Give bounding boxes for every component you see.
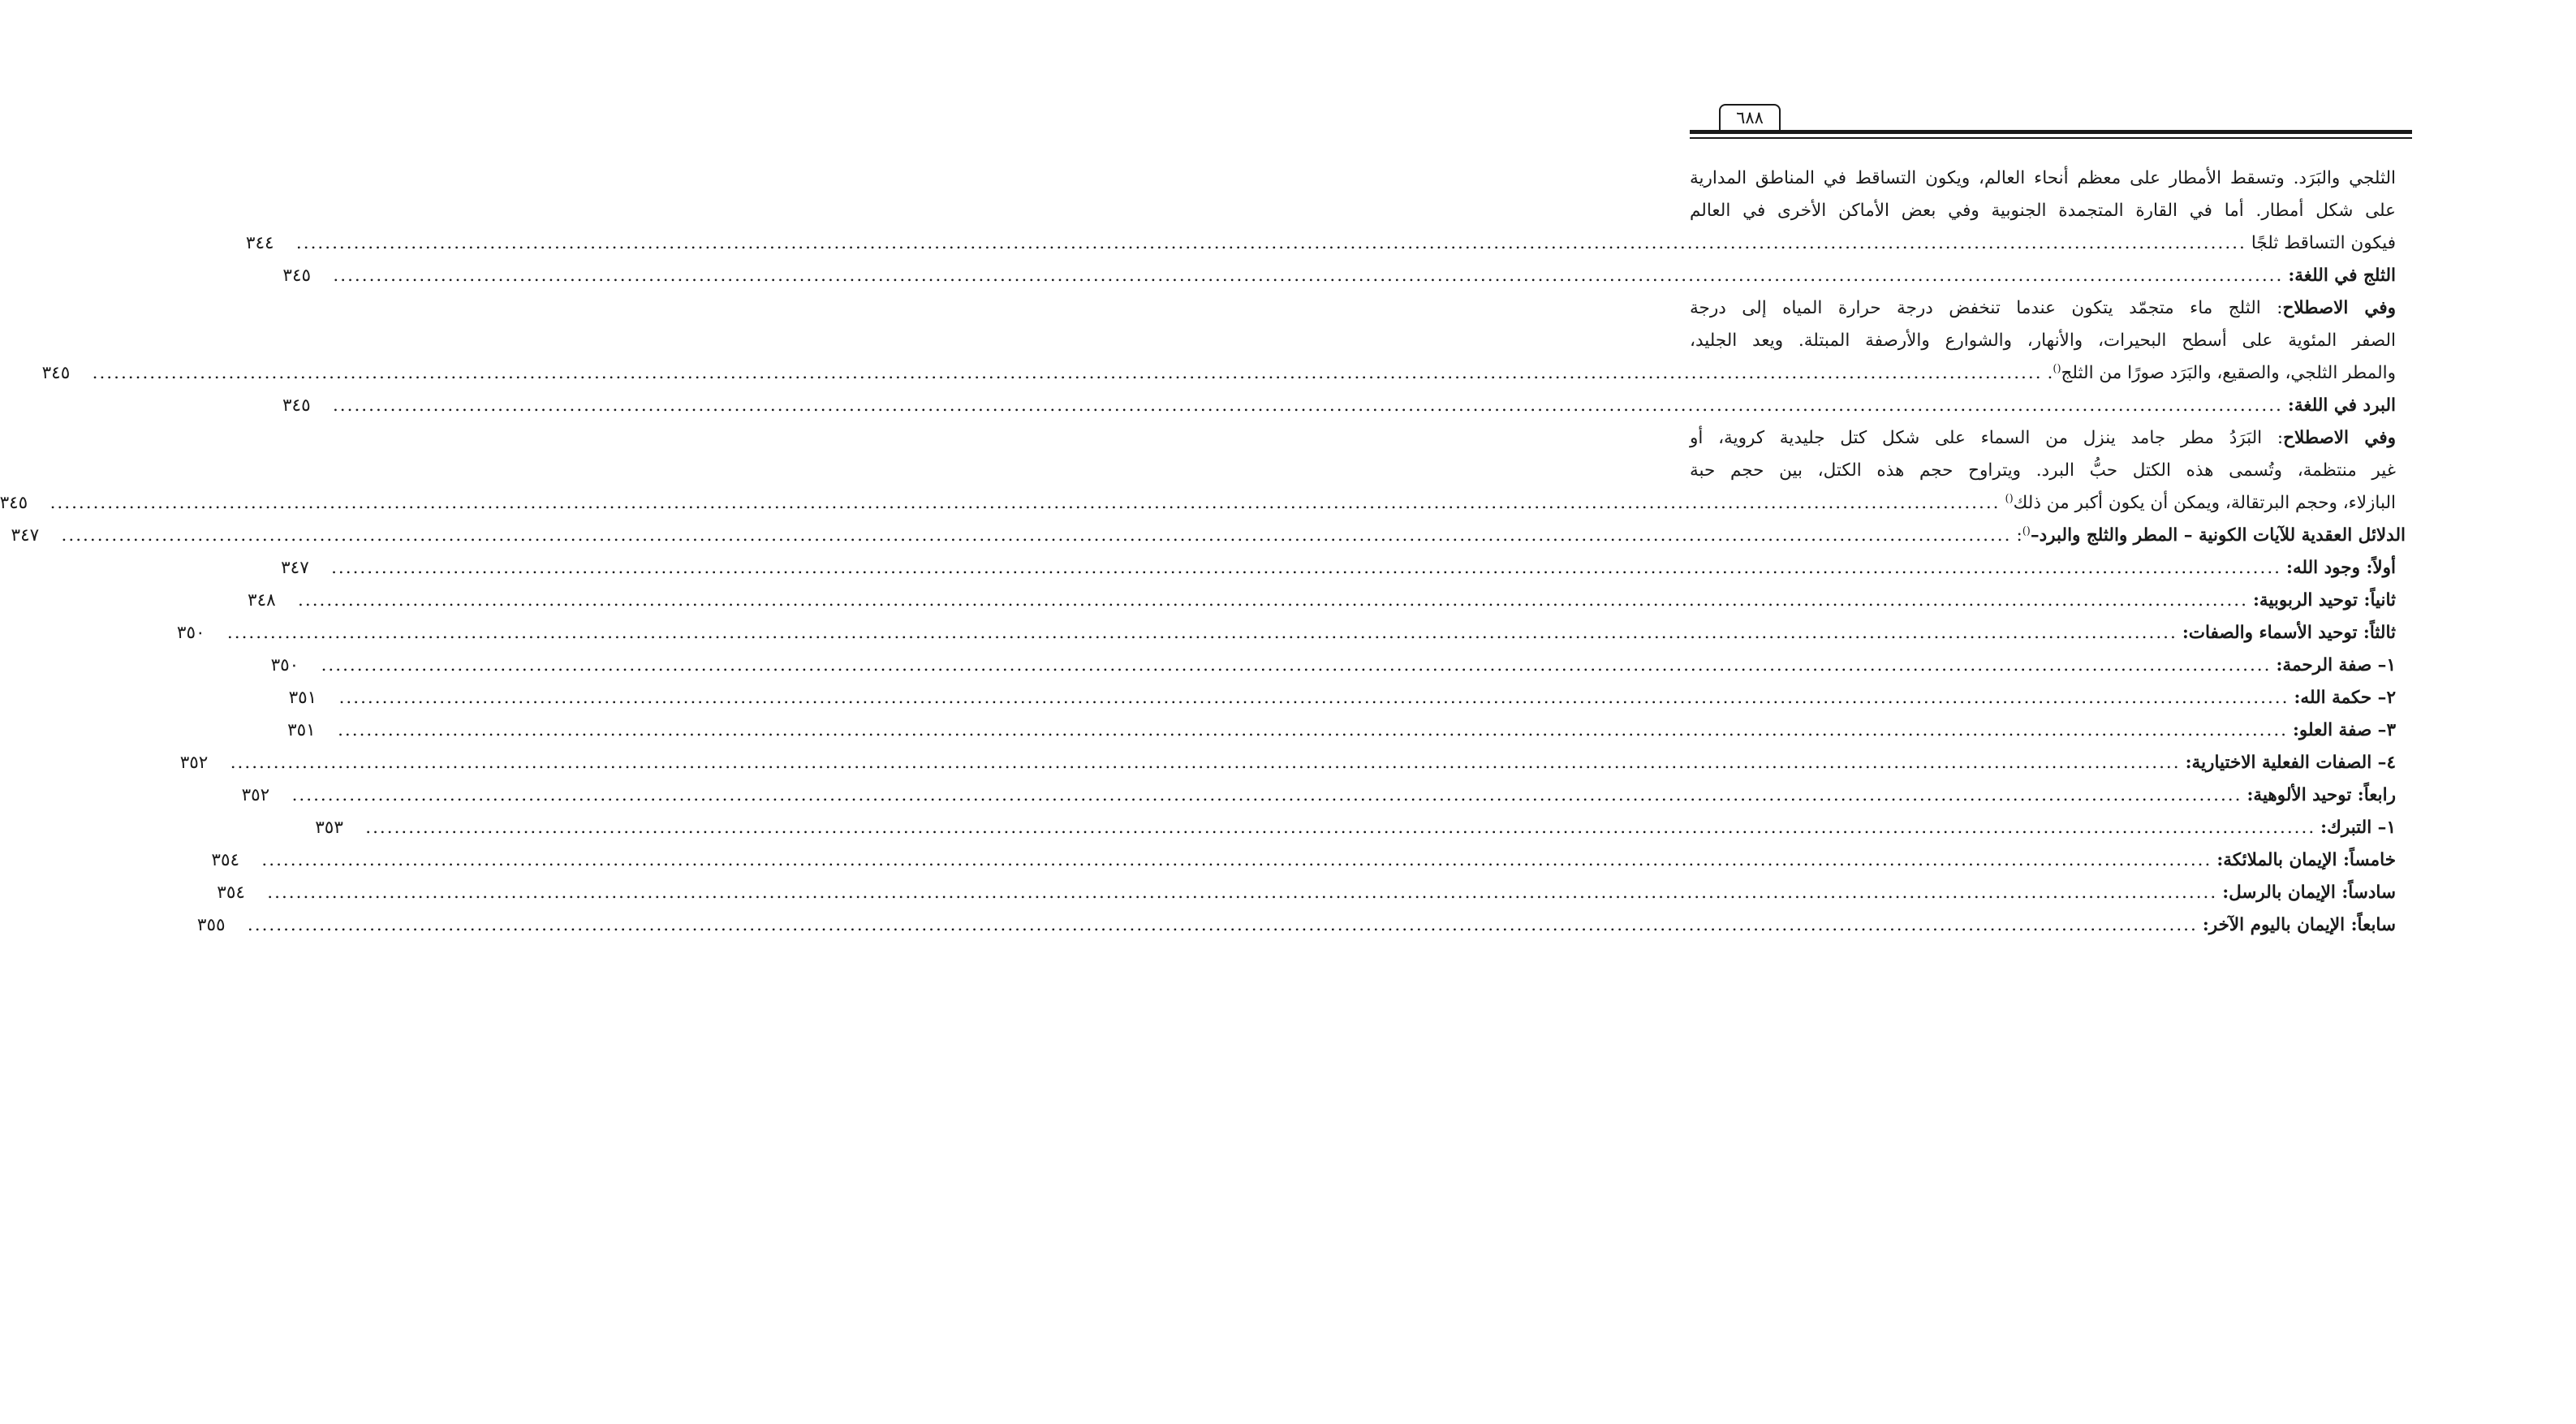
toc-content xyxy=(0,162,2406,942)
page-number: ٦٨٨ xyxy=(1719,104,1781,130)
toc-entry[interactable] xyxy=(315,812,2396,844)
leader-dots xyxy=(339,682,2290,714)
leader-dots xyxy=(267,877,2217,909)
toc-entry-tail: . xyxy=(2047,363,2053,383)
footnote-marker: () xyxy=(2053,362,2061,375)
toc-entry-hail-language[interactable] xyxy=(282,390,2396,422)
term-text: : البَرَدُ مطر جامد ينزل من السماء على شكل كتل جليدية كروية، أو xyxy=(1690,428,2284,448)
toc-entry-text: ١– التبرك: xyxy=(2320,818,2396,838)
leader-dots xyxy=(230,747,2181,779)
toc-page-number: ٣٥٣ xyxy=(315,818,343,838)
toc-page-number: ٣٤٨ xyxy=(248,590,276,611)
footnote-marker: () xyxy=(2022,524,2031,537)
toc-page-number: ٣٤٧ xyxy=(11,525,40,546)
leader-dots xyxy=(338,714,2288,747)
toc-entry-text: ٢– حكمة الله: xyxy=(2294,688,2396,708)
toc-entry-text xyxy=(2016,520,2406,552)
leader-dots xyxy=(50,487,2001,520)
toc-entry-text: فيكون التساقط ثلجًا xyxy=(2251,233,2396,253)
toc-entry-text: سابعاً: الإيمان باليوم الآخر: xyxy=(2202,915,2396,935)
page-header xyxy=(1690,104,2412,143)
toc-page-number: ٣٥١ xyxy=(287,720,316,740)
hail-term-line-2: غير منتظمة، وتُسمى هذه الكتل حبُّ البرد. ويتراوح حجم هذه الكتل، بين حجم حبة xyxy=(1690,460,2396,481)
snow-term-line-2: الصفر المئوية على أسطح البحيرات، والأنهار، والشوارع والأرصفة المبتلة. ويعد الجليد، xyxy=(1690,330,2396,351)
leader-dots xyxy=(62,520,2012,552)
toc-entry[interactable] xyxy=(211,844,2396,877)
leader-dots xyxy=(248,909,2198,942)
toc-entry[interactable] xyxy=(241,779,2396,812)
term-heading: وفي الاصطلاح xyxy=(2283,428,2396,448)
toc-entry-text xyxy=(2048,357,2396,390)
header-rule-thin xyxy=(1690,137,2412,139)
toc-page-number: ٣٥٥ xyxy=(196,915,226,935)
leader-dots xyxy=(365,812,2315,844)
leader-dots xyxy=(261,844,2212,877)
toc-entry-text: ثانياً: توحيد الربوبية: xyxy=(2252,590,2396,611)
toc-entry-text: خامساً: الإيمان بالملائكة: xyxy=(2216,850,2396,870)
toc-entry-text: أولاً: وجود الله: xyxy=(2286,558,2396,578)
toc-entry[interactable] xyxy=(287,714,2396,747)
toc-entry[interactable] xyxy=(281,552,2396,585)
toc-entry[interactable] xyxy=(248,585,2396,617)
toc-entry[interactable] xyxy=(270,649,2396,682)
toc-entry[interactable] xyxy=(196,909,2396,942)
toc-page-number: ٣٤٥ xyxy=(41,363,71,383)
toc-entry-tail: : xyxy=(2016,525,2022,546)
toc-page-number: ٣٥٤ xyxy=(217,882,245,903)
intro-line-1: الثلجي والبَرَد. وتسقط الأمطار على معظم أنحاء العالم، ويكون التساقط في المناطق المدارية xyxy=(1690,168,2396,188)
toc-entry[interactable] xyxy=(176,617,2396,649)
toc-entry-text: ثالثاً: توحيد الأسماء والصفات: xyxy=(2182,623,2396,643)
footnote-marker: () xyxy=(2005,492,2014,505)
leader-dots xyxy=(321,649,2272,682)
toc-entry-text-main: البازلاء، وحجم البرتقالة، ويمكن أن يكون أكبر من ذلك xyxy=(2013,493,2396,513)
toc-entry-text: سادساً: الإيمان بالرسل: xyxy=(2222,882,2396,903)
toc-page-number: ٣٤٥ xyxy=(282,265,312,286)
toc-page-number: ٣٥١ xyxy=(288,688,317,708)
leader-dots xyxy=(333,260,2283,292)
snow-term-line-1 xyxy=(1690,292,2396,325)
toc-page-number: ٣٥٠ xyxy=(270,655,299,675)
toc-page-number: ٣٥٢ xyxy=(241,785,270,805)
header-rule-thick xyxy=(1690,130,2412,134)
toc-entry-text-main: الدلائل العقدية للآيات الكونية – المطر والثلج والبرد– xyxy=(2030,525,2406,546)
toc-entry-snow-language[interactable] xyxy=(282,260,2396,292)
intro-line-2: على شكل أمطار. أما في القارة المتجمدة الجنوبية وفي بعض الأماكن الأخرى في العالم xyxy=(1690,201,2396,221)
leader-dots xyxy=(298,585,2248,617)
toc-entry-main-heading[interactable] xyxy=(11,520,2406,552)
toc-entry-text: الثلج في اللغة: xyxy=(2288,265,2396,286)
toc-page-number: ٣٤٥ xyxy=(282,395,311,416)
toc-entry-text: ٣– صفة العلو: xyxy=(2293,720,2396,740)
leader-dots xyxy=(93,357,2043,390)
toc-page-number: ٣٥٤ xyxy=(211,850,240,870)
toc-entry[interactable] xyxy=(217,877,2396,909)
hail-term-line-1 xyxy=(1690,422,2396,455)
term-text: : الثلج ماء متجمّد يتكون عندما تنخفض درجة حرارة المياه إلى درجة xyxy=(1690,298,2283,318)
toc-entry[interactable] xyxy=(179,747,2396,779)
toc-entry-text: ١– صفة الرحمة: xyxy=(2276,655,2396,675)
leader-dots xyxy=(296,227,2246,260)
toc-page-number: ٣٤٤ xyxy=(245,233,274,253)
term-heading: وفي الاصطلاح xyxy=(2282,298,2397,318)
toc-entry-text: رابعاً: توحيد الألوهية: xyxy=(2246,785,2396,805)
toc-page-number: ٣٤٥ xyxy=(0,493,28,513)
toc-entry-text: ٤– الصفات الفعلية الاختيارية: xyxy=(2185,753,2396,773)
toc-entry-text-main: والمطر الثلجي، والصقيع، والبَرَد صورًا من الثلج xyxy=(2061,363,2396,383)
toc-page-number: ٣٥٠ xyxy=(176,623,205,643)
leader-dots xyxy=(333,390,2283,422)
toc-entry-text: البرد في اللغة: xyxy=(2287,395,2396,416)
toc-entry-hail-term[interactable] xyxy=(0,487,2396,520)
leader-dots xyxy=(331,552,2281,585)
toc-entry-snow-term[interactable] xyxy=(41,357,2396,390)
toc-entry[interactable] xyxy=(288,682,2396,714)
toc-page-number: ٣٥٢ xyxy=(179,753,209,773)
toc-page-number: ٣٤٧ xyxy=(281,558,309,578)
toc-entry-intro-end[interactable] xyxy=(245,227,2396,260)
leader-dots xyxy=(292,779,2242,812)
leader-dots xyxy=(227,617,2178,649)
toc-entry-text xyxy=(2005,487,2397,520)
